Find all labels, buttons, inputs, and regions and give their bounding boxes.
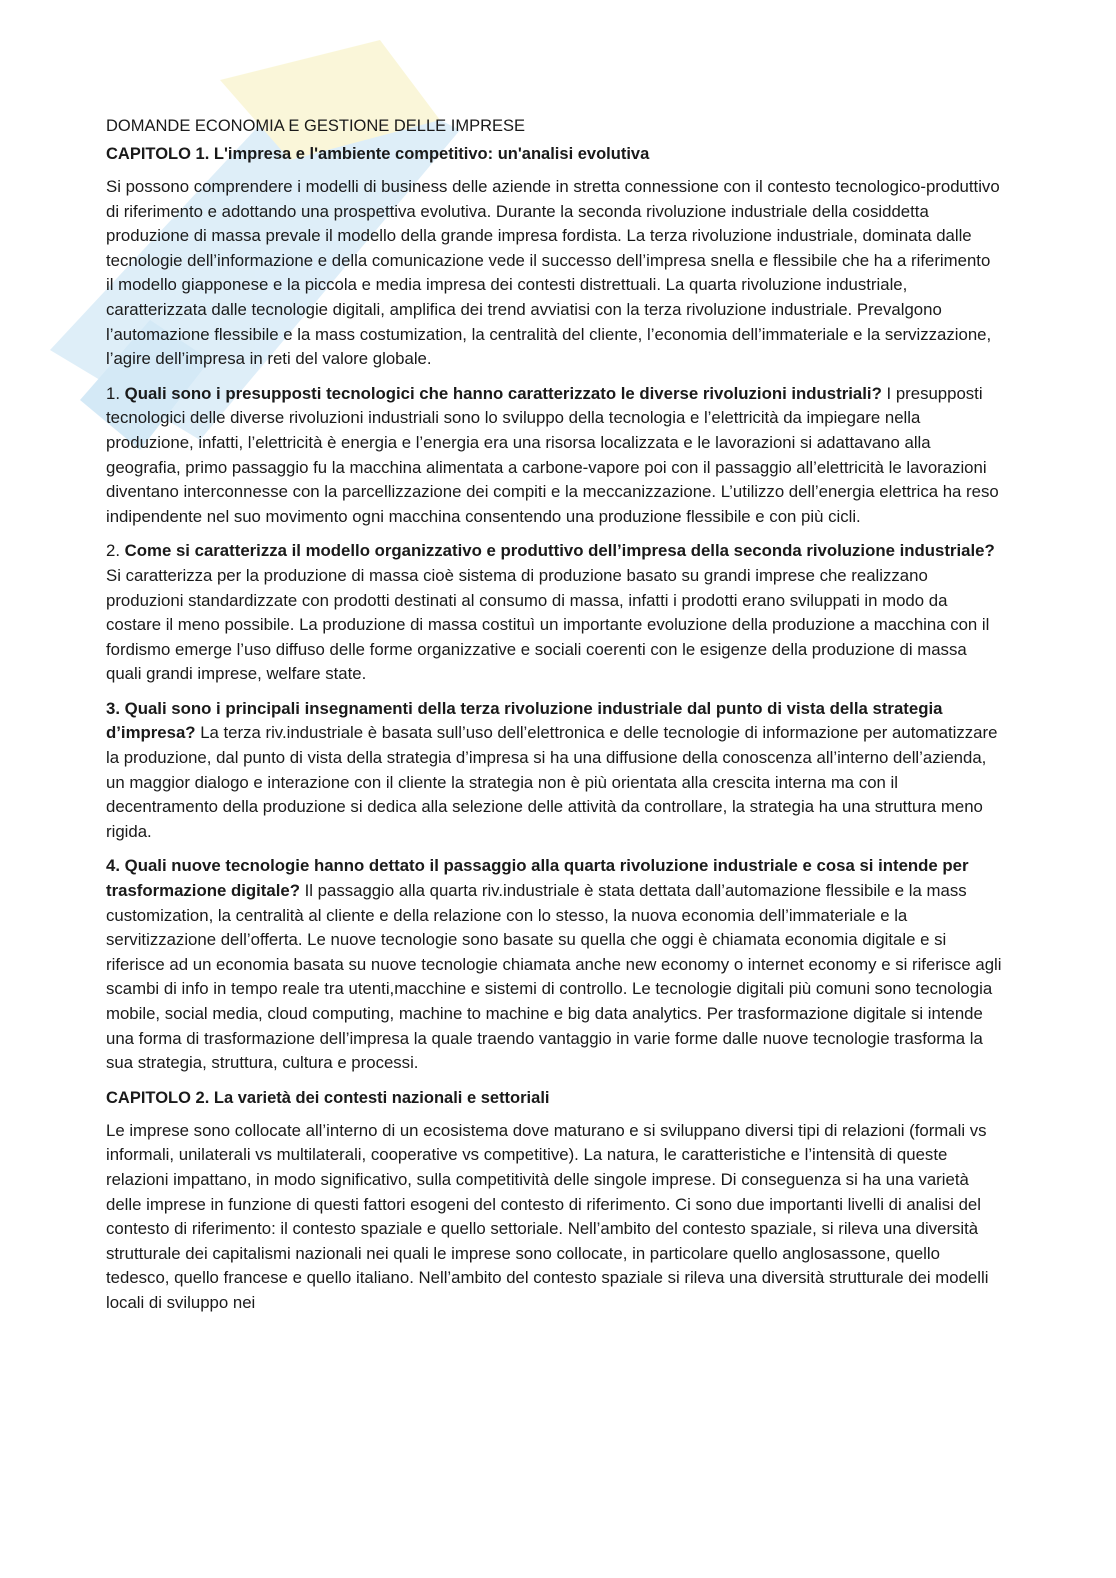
chapter-1-heading: CAPITOLO 1. L'impresa e l'ambiente competitivo: un'analisi evolutiva xyxy=(106,145,650,163)
chapter-1-intro: Si possono comprendere i modelli di business delle aziende in stretta connessione con il contesto tecnologico-produttivo di riferimento e adottando una prospettiva evolutiva. Durante la seconda rivoluzione industriale della cosiddetta produzione di massa prevale il modello della grande impresa fordista. La terza rivoluzione industriale, dominata dalle tecnologie dell’informazione e della comunicazione vede il successo dell’impresa snella e flessibile che ha a riferimento il modello giapponese e la piccola e media impresa dei contesti distrettuali. La quarta rivoluzione industriale, caratterizzata dalle tecnologie digitali, amplifica dei trend avviatisi con la terza rivoluzione industriale. Prevalgono l’automazione flessibile e la mass costumization, la centralità del cliente, l’economia dell’immateriale e la servizzazione, l’agire dell’impresa in reti del valore globale. xyxy=(106,177,1000,369)
chapter-2-heading: CAPITOLO 2. La varietà dei contesti nazionali e settoriali xyxy=(106,1088,550,1107)
qa-item-2 xyxy=(106,539,1002,687)
question-text: 3. Quali sono i principali insegnamenti della terza rivoluzione industriale dal punto di vista della strategia d’impresa? xyxy=(106,698,943,743)
qa-prefix: 2. xyxy=(106,541,125,561)
answer-text: Si caratterizza per la produzione di massa cioè sistema di produzione basato su grandi imprese che realizzano produzioni standardizzate con prodotti destinati al consumo di massa, infatti i prodotti erano sviluppati in modo da costare il meno possibile. La produzione di massa costituì un importante evoluzione della produzione a macchina con il fordismo emerge l’uso diffuso delle forme organizzative e sociali coerenti con le esigenze della produzione di massa quali grandi imprese, welfare state. xyxy=(106,565,990,684)
question-text: 4. Quali nuove tecnologie hanno dettato il passaggio alla quarta rivoluzione industriale e cosa si intende per trasformazione digitale? xyxy=(106,856,969,901)
answer-text: I presupposti tecnologici delle diverse rivoluzioni industriali sono lo sviluppo della tecnologia e l’elettricità da impiegare nella produzione, infatti, l’elettricità è energia e l’energia era una risorsa localizzata e le lavorazioni si adattavano alla geografia, primo passaggio fu la macchina alimentata a carbone-vapore poi con il passaggio all’elettricità le lavorazioni diventano interconnesse con la parcellizzazione dei compiti e la meccanizzazione. L’utilizzo dell’energia elettrica ha reso indipendente nel suo movimento ogni macchina consentendo una produzione flessibile e con più cicli. xyxy=(106,383,999,526)
document-page xyxy=(106,114,1002,1326)
document-title: DOMANDE ECONOMIA E GESTIONE DELLE IMPRESE xyxy=(106,117,526,135)
chapter-2-intro: Le imprese sono collocate all’interno di un ecosistema dove maturano e si sviluppano diversi tipi di relazioni (formali vs informali, unilaterali vs multilaterali, cooperative vs competitive). La natura, le caratteristiche e l’intensità di queste relazioni impattano, in modo significativo, sulla competitività delle singole imprese. Di conseguenza si ha una varietà delle imprese in funzione di questi fattori esogeni del contesto di riferimento. Ci sono due importanti livelli di analisi del contesto di riferimento: il contesto spaziale e quello settoriale. Nell’ambito del contesto spaziale, si rileva una diversità strutturale dei capitalismi nazionali nei quali le imprese sono collocate, in particolare quello anglosassone, quello tedesco, quello francese e quello italiano. Nell’ambito del contesto spaziale si rileva una diversità strutturale dei modelli locali di sviluppo nei xyxy=(106,1120,989,1312)
answer-text: Il passaggio alla quarta riv.industriale è stata dettata dall’automazione flessibile e la mass customization, la centralità al cliente e della relazione con lo stesso, la nuova economia dell’immateriale e la servitizzazione dell’offerta. Le nuove tecnologie sono basate su quella che oggi è chiamata economia digitale e si riferisce ad un economia basata su nuove tecnologie chiamata anche new economy o internet economy e si riferisce agli scambi di info in tempo reale tra utenti,macchine e sistemi di controllo. Le tecnologie digitali più comuni sono tecnologia mobile, social media, cloud computing, machine to machine e big data analytics. Per trasformazione digitale si intende una forma di trasformazione dell’impresa la quale traendo vantaggio in varie forme dalle nuove tecnologie trasforma la sua strategia, struttura, cultura e processi. xyxy=(106,881,1002,1073)
qa-item-3 xyxy=(106,697,1002,845)
qa-item-4 xyxy=(106,854,1002,1075)
question-text: Come si caratterizza il modello organizzativo e produttivo dell’impresa della seconda rivoluzione industriale? xyxy=(124,541,995,561)
qa-item-1 xyxy=(106,382,1002,530)
question-text: Quali sono i presupposti tecnologici che hanno caratterizzato le diverse rivoluzioni industriali? xyxy=(124,383,882,403)
answer-text: La terza riv.industriale è basata sull’uso dell’elettronica e delle tecnologie di informazione per automatizzare la produzione, dal punto di vista della strategia d’impresa si ha una diffusione della conoscenza all’interno dell’azienda, un maggior dialogo e interazione con il cliente la strategia non è più orientata alla crescita interna ma con il decentramento della produzione si dedica alla selezione delle attività da controllare, la strategia ha una struttura meno rigida. xyxy=(106,723,998,841)
qa-prefix: 1. xyxy=(106,383,125,403)
